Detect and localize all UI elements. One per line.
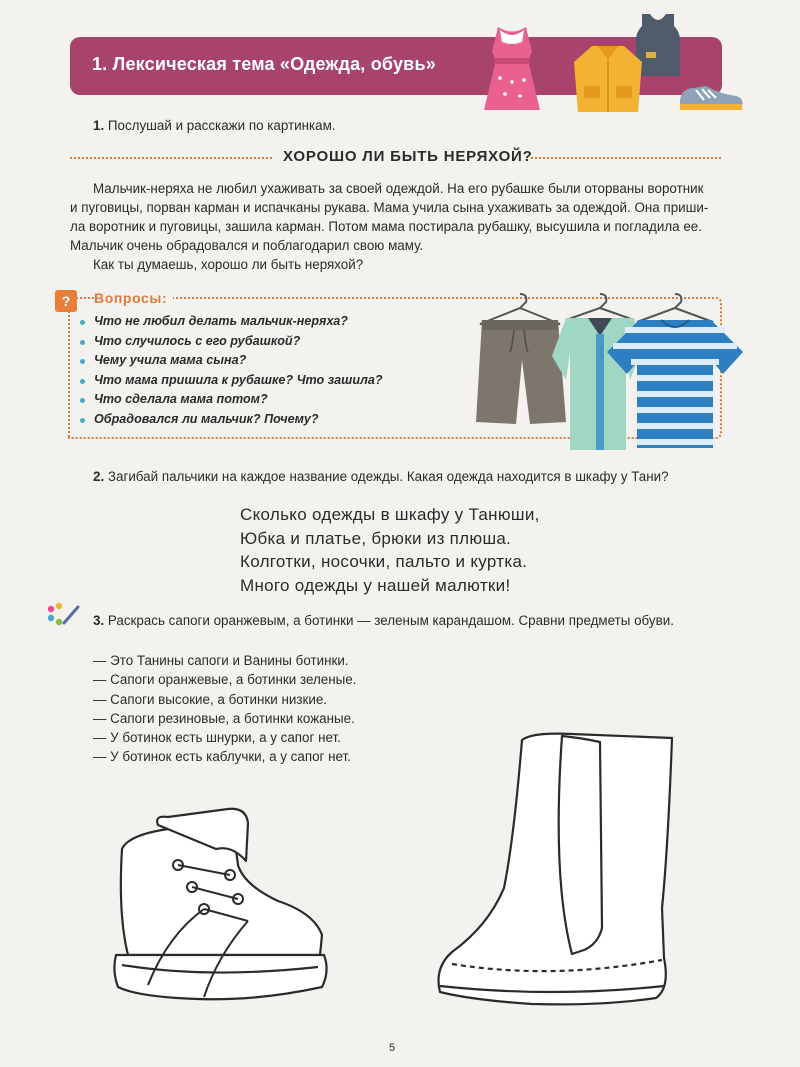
task3-number: 3. xyxy=(93,613,105,628)
story-line: Мальчик очень обрадовался и поблагодарил свою маму. xyxy=(70,238,424,253)
task1-number: 1. xyxy=(93,118,105,133)
poem-line: Сколько одежды в шкафу у Танюши, xyxy=(240,505,540,524)
questions-list xyxy=(80,312,383,429)
question-item: Обрадовался ли мальчик? Почему? xyxy=(80,410,383,430)
story-line: и пуговицы, порван карман и испачканы рукава. Мама учила сына ухаживать за одеждой. Она приши- xyxy=(70,200,709,215)
tall-boot-coloring-illustration xyxy=(432,728,682,1028)
task1-text: Послушай и расскажи по картинкам. xyxy=(107,118,336,133)
dialog-line: — Сапоги резиновые, а ботинки кожаные. xyxy=(93,710,355,726)
story-line: Мальчик-неряха не любил ухаживать за своей одеждой. На его рубашке были оторваны воротник xyxy=(93,181,704,196)
question-item: Что не любил делать мальчик-неряха? xyxy=(80,312,383,332)
topic-title: 1. Лексическая тема «Одежда, обувь» xyxy=(92,54,436,74)
tshirt-on-hanger-illustration xyxy=(605,290,745,450)
question-item: Что мама пришила к рубашке? Что зашила? xyxy=(80,371,383,391)
story-title: ХОРОШО ЛИ БЫТЬ НЕРЯХОЙ? xyxy=(283,148,533,165)
jacket-illustration xyxy=(568,40,648,120)
comparison-dialog xyxy=(93,651,356,767)
question-item: Что сделала мама потом? xyxy=(80,390,383,410)
title-divider-left xyxy=(70,157,272,159)
poem-line: Юбка и платье, брюки из плюша. xyxy=(240,528,512,548)
question-mark-icon: ? xyxy=(55,290,77,312)
story-question: Как ты думаешь, хорошо ли быть неряхой? xyxy=(93,257,364,272)
dialog-line: — Сапоги высокие, а ботинки низкие. xyxy=(93,691,327,707)
question-item: Что случилось с его рубашкой? xyxy=(80,332,383,352)
question-item: Чему учила мама сына? xyxy=(80,351,383,371)
page-number: 5 xyxy=(389,1042,396,1054)
task2-text: Загибай пальчики на каждое название одежды. Какая одежда находится в шкафу у Тани? xyxy=(107,469,669,484)
poem-line: Много одежды у нашей малютки! xyxy=(240,575,511,595)
poem xyxy=(240,503,540,597)
questions-box-left-border xyxy=(68,303,70,437)
questions-heading: Вопросы: xyxy=(94,290,173,306)
task2-instruction xyxy=(93,467,669,486)
story-line: ла воротник и пуговицы, зашила карман. Потом мама постирала рубашку, высушила и погладила ее. xyxy=(70,219,702,234)
task3-text: Раскрась сапоги оранжевым, а ботинки — зеленым карандашом. Сравни предметы обуви. xyxy=(107,613,674,628)
dialog-line: — Сапоги оранжевые, а ботинки зеленые. xyxy=(93,672,357,688)
sneaker-illustration xyxy=(676,80,746,112)
task2-number: 2. xyxy=(93,469,105,484)
dialog-line: — Это Танины сапоги и Ванины ботинки. xyxy=(93,653,349,668)
task3-instruction xyxy=(93,611,674,630)
dialog-line: — У ботинок есть шнурки, а у сапог нет. xyxy=(93,730,341,746)
title-divider-right xyxy=(531,157,721,159)
dialog-line: — У ботинок есть каблучки, а у сапог нет. xyxy=(93,749,351,765)
poem-line: Колготки, носочки, пальто и куртка. xyxy=(240,552,528,571)
ankle-boot-coloring-illustration xyxy=(108,805,338,1015)
task1-instruction xyxy=(93,116,336,135)
palette-icon xyxy=(46,603,82,627)
dress-illustration xyxy=(470,22,555,117)
